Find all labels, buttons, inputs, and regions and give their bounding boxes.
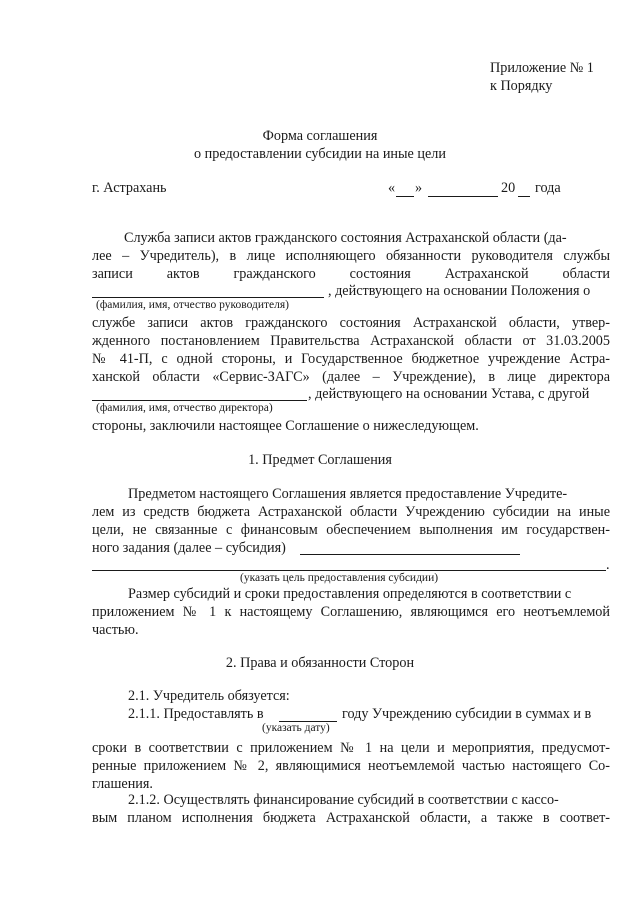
head-name-blank [92,297,324,298]
director-name-blank [92,400,307,401]
date-year-prefix: 20 [501,180,516,196]
section-1-line: цели, не связанные с финансовым обеспечением выполнения им государствен- [92,522,610,538]
section-1-line: Предметом настоящего Соглашения является предоставление Учредите- [128,486,568,502]
place: г. Астрахань [92,180,167,196]
section-1-line-end: . [606,557,610,573]
director-name-hint: (фамилия, имя, отчество директора) [96,402,273,414]
year-hint: (указать дату) [262,722,330,734]
preamble-line: стороны, заключили настоящее Соглашение о нижеследующем. [92,418,479,434]
date-quote-open: « [388,180,396,196]
form-subtitle: о предоставлении субсидии на иные цели [194,146,446,162]
section-1-line: частью. [92,622,139,638]
date-year-blank [518,196,530,197]
clause-2-1: 2.1. Учредитель обязуется: [128,688,290,704]
section-1-heading: 1. Предмет Соглашения [248,452,392,468]
section-2-heading: 2. Права и обязанности Сторон [225,655,415,671]
date-day-blank [396,196,414,197]
section-2-line: вым планом исполнения бюджета Астраханской области, а также в соответ- [92,810,610,826]
section-2-line: глашения. [92,776,153,792]
clause-2-1-2: 2.1.2. Осуществлять финансирование субсидий в соответствии с кассо- [128,792,559,808]
preamble-line: службе записи актов гражданского состояния Астраханской области, утвер- [92,315,610,331]
preamble-line: Служба записи актов гражданского состояния Астраханской области (да- [124,230,567,246]
date-year-suffix: года [535,180,561,196]
clause-2-1-1-cont: году Учреждению субсидии в суммах и в [342,706,592,722]
date-quote-close: » [415,180,423,196]
subsidy-purpose-blank-1 [300,554,520,555]
preamble-line: жденного постановлением Правительства Астраханской области от 31.03.2005 [92,333,610,349]
preamble-line: № 41-П, с одной стороны, и Государственное бюджетное учреждение Астра- [92,351,610,367]
section-1-line: Размер субсидий и сроки предоставления определяются в соответствии с [128,586,572,602]
subsidy-purpose-blank-2 [92,570,606,571]
preamble-line: записи актов гражданского состояния Астраханской области [92,266,610,282]
section-1-line: лем из средств бюджета Астраханской области Учреждению субсидии на иные [92,504,610,520]
form-title: Форма соглашения [262,128,378,144]
preamble-line: , действующего на основании Устава, с другой [308,386,590,402]
subsidy-purpose-hint: (указать цель предоставления субсидии) [240,572,439,584]
section-1-line: ного задания (далее – субсидия) [92,540,286,556]
section-2-line: ренные приложением № 2, являющимися неотъемлемой частью настоящего Со- [92,758,610,774]
date-month-blank [428,196,498,197]
section-2-line: сроки в соответствии с приложением № 1 на цели и мероприятия, предусмот- [92,740,610,756]
section-1-line: приложением № 1 к настоящему Соглашению, являющимся его неотъемлемой [92,604,610,620]
appendix-reference: к Порядку [490,78,553,94]
clause-2-1-1: 2.1.1. Предоставлять в [128,706,264,722]
preamble-line: лее – Учредитель), в лице исполняющего обязанности руководителя службы [92,248,610,264]
preamble-line: ханской области «Сервис-ЗАГС» (далее – Учреждение), в лице директора [92,369,610,385]
head-name-hint: (фамилия, имя, отчество руководителя) [96,299,289,311]
preamble-line: , действующего на основании Положения о [328,283,591,299]
appendix-number: Приложение № 1 [490,60,594,76]
